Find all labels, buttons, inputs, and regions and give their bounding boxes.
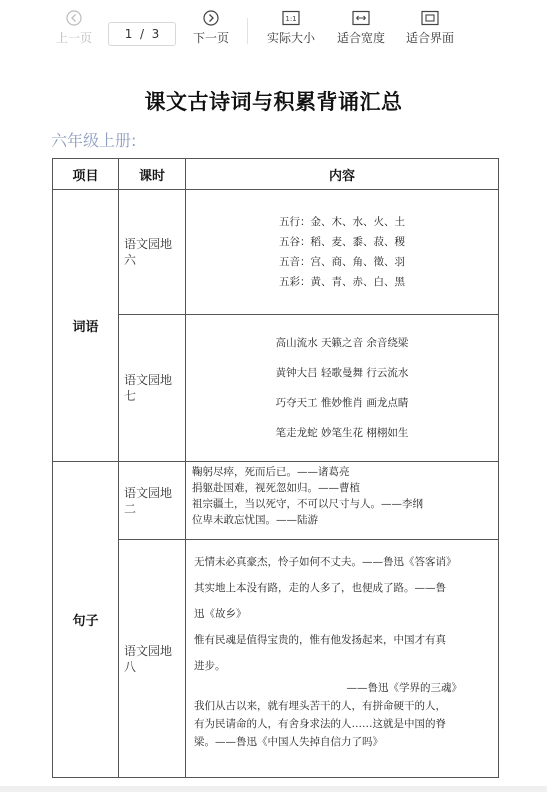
table-row [53, 540, 499, 778]
content-line: 无情未必真豪杰，怜子如何不丈夫。——鲁迅《答客诮》 [194, 556, 457, 568]
header-item: 项目 [53, 159, 119, 190]
next-page-button[interactable] [189, 10, 233, 46]
prev-page-button[interactable] [52, 10, 96, 46]
viewer-bottom-edge [0, 786, 547, 792]
content-line: 位卑未敢忘忧国。——陆游 [192, 514, 318, 526]
content-cell [186, 462, 499, 540]
toolbar-divider [247, 18, 248, 44]
content-line: 黄钟大吕 轻歌曼舞 行云流水 [275, 367, 409, 379]
lesson-cell: 语文园地二 [119, 462, 186, 540]
content-line: 进步。 [194, 660, 226, 672]
page-total: 3 [151, 27, 160, 41]
header-lesson: 课时 [119, 159, 186, 190]
content-line: 笔走龙蛇 妙笔生花 栩栩如生 [275, 427, 409, 439]
recitation-table [52, 158, 499, 778]
group-label-words: 词语 [53, 190, 119, 462]
content-line: 五音：宫、商、角、徵、羽 [279, 256, 405, 268]
content-cell [186, 540, 499, 778]
page-separator: / [139, 27, 145, 41]
content-line: 五谷：稻、麦、黍、菽、稷 [279, 236, 405, 248]
chevron-right-icon [203, 10, 219, 26]
table-row [53, 462, 499, 540]
lesson-cell: 语文园地六 [119, 190, 186, 315]
content-line: 其实地上本没有路，走的人多了，也便成了路。——鲁 [194, 582, 446, 594]
lesson-cell: 语文园地八 [119, 540, 186, 778]
actual-size-icon [282, 10, 300, 26]
next-page-label: 下一页 [192, 31, 229, 45]
viewer-toolbar [0, 0, 547, 62]
section-subtitle: 六年级上册: [51, 131, 137, 150]
header-content: 内容 [186, 159, 499, 190]
fit-width-button[interactable] [333, 10, 389, 46]
lesson-cell: 语文园地七 [119, 315, 186, 462]
document-page [0, 62, 547, 792]
content-line: 巧夺天工 惟妙惟肖 画龙点睛 [275, 397, 409, 409]
fit-page-icon [421, 10, 439, 26]
content-line: 捐躯赴国难，视死忽如归。——曹植 [192, 482, 360, 494]
document-title: 课文古诗词与积累背诵汇总 [144, 90, 403, 114]
fit-page-button[interactable] [402, 10, 458, 46]
actual-size-button[interactable] [262, 10, 320, 46]
fit-page-label: 适合界面 [405, 31, 454, 45]
prev-page-label: 上一页 [55, 31, 92, 45]
content-line: 有为民请命的人，有舍身求法的人……这就是中国的脊 [194, 718, 446, 730]
chevron-left-icon [66, 10, 82, 26]
content-cell [186, 315, 499, 462]
content-line: 梁。——鲁迅《中国人失掉自信力了吗》 [194, 736, 383, 748]
page-indicator[interactable] [108, 22, 176, 46]
actual-size-label: 实际大小 [266, 31, 315, 45]
fit-width-icon [352, 10, 370, 26]
page-current: 1 [124, 27, 133, 41]
content-line: 五彩：黄、青、赤、白、黑 [279, 276, 405, 288]
content-line: 祖宗疆土，当以死守，不可以尺寸与人。——李纲 [192, 498, 423, 510]
content-line: 鞠躬尽瘁，死而后已。——诸葛亮 [192, 466, 350, 478]
content-cell [186, 190, 499, 315]
content-line: ——鲁迅《学界的三魂》 [346, 682, 462, 694]
fit-width-label: 适合宽度 [336, 31, 385, 45]
actual-size-icon-text: 1:1 [285, 15, 297, 23]
group-label-sentences: 句子 [53, 462, 119, 778]
table-row [53, 315, 499, 462]
table-row [53, 190, 499, 315]
table-header-row [53, 159, 499, 190]
content-line: 五行：金、木、水、火、土 [279, 216, 405, 228]
content-line: 迅《故乡》 [194, 608, 247, 620]
content-line: 惟有民魂是值得宝贵的，惟有他发扬起来，中国才有真 [194, 634, 446, 646]
content-line: 我们从古以来，就有埋头苦干的人，有拼命硬干的人， [194, 700, 446, 712]
content-line: 高山流水 天籁之音 余音绕梁 [275, 337, 409, 349]
